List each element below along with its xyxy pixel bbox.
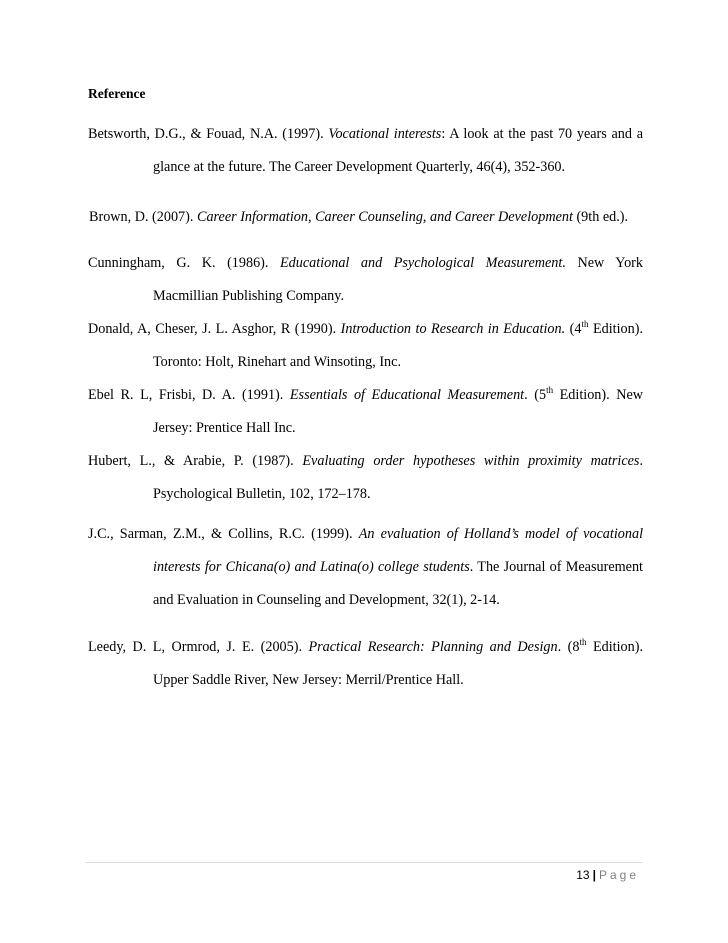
entry-text: Edition). [588, 321, 644, 337]
reference-entry-brown [89, 201, 644, 234]
superscript: th [581, 319, 589, 329]
entry-line: Macmillian Publishing Company. [153, 288, 344, 304]
entry-text: Edition). [586, 639, 643, 655]
entry-line [89, 201, 644, 234]
entry-authors: Hubert, L., & Arabie, P. (1987). [88, 453, 303, 469]
reference-entry-leedy [88, 631, 643, 697]
entry-authors: Cunningham, G. K. (1986). [88, 255, 280, 271]
reference-entry-jc-sarman [88, 518, 643, 617]
entry-authors: Donald, A, Cheser, J. L. Asghor, R (1990). [88, 321, 341, 337]
entry-text: . (8 [557, 639, 580, 655]
entry-text: (9th ed.). [572, 209, 629, 225]
entry-line [88, 379, 643, 412]
entry-text: . [639, 453, 643, 469]
entry-authors: Betsworth, D.G., & Fouad, N.A. (1997). [88, 126, 329, 142]
entry-text: New York [565, 255, 644, 271]
entry-title: Practical Research: Planning and Design [308, 639, 558, 655]
entry-title: Vocational interests [328, 126, 442, 142]
entry-line: and Evaluation in Counseling and Development, 32(1), 2-14. [153, 592, 500, 608]
entry-line [88, 247, 643, 280]
entry-text: Edition). New [553, 387, 643, 403]
entry-line [88, 518, 643, 551]
entry-authors: J.C., Sarman, Z.M., & Collins, R.C. (1999). [88, 526, 359, 542]
entry-title: Evaluating order hypotheses within proximity matrices [302, 453, 640, 469]
superscript: th [579, 637, 587, 647]
entry-line: glance at the future. The Career Development Quarterly, 46(4), 352-360. [153, 159, 566, 175]
entry-line [88, 631, 643, 664]
page-footer [576, 868, 639, 882]
entry-line: Toronto: Holt, Rinehart and Winsoting, Inc. [153, 354, 401, 370]
entry-text: . The Journal of Measurement [469, 559, 643, 575]
entry-authors: Leedy, D. L, Ormrod, J. E. (2005). [88, 639, 309, 655]
page-number: 13 [576, 868, 590, 882]
superscript: th [546, 385, 554, 395]
entry-text: (4 [565, 321, 582, 337]
footer-divider [86, 862, 642, 863]
entry-title: Introduction to Research in Education. [340, 321, 566, 337]
reference-entry-cunningham [88, 247, 643, 313]
page-label: Page [598, 868, 639, 882]
entry-title: An evaluation of Holland’s model of vocational [358, 526, 644, 542]
entry-line: Jersey: Prentice Hall Inc. [153, 420, 296, 436]
entry-authors: Ebel R. L, Frisbi, D. A. (1991). [88, 387, 290, 403]
entry-line [88, 551, 643, 584]
entry-title: Essentials of Educational Measurement [289, 387, 525, 403]
entry-line [88, 445, 643, 478]
reference-entry-ebel [88, 379, 643, 445]
entry-text: . (5 [524, 387, 547, 403]
entry-title: interests for Chicana(o) and Latina(o) college students [153, 559, 470, 575]
reference-heading: Reference [88, 86, 146, 101]
entry-line: Upper Saddle River, New Jersey: Merril/Prentice Hall. [153, 672, 464, 688]
entry-line: Psychological Bulletin, 102, 172–178. [153, 486, 371, 502]
reference-entry-hubert [88, 445, 643, 511]
entry-authors: Brown, D. (2007). [89, 209, 197, 225]
footer-separator: | [592, 868, 596, 882]
entry-line [88, 118, 643, 151]
reference-entry-donald [88, 313, 643, 379]
entry-title: Career Information, Career Counseling, and Career Development [196, 209, 573, 225]
entry-line [88, 313, 643, 346]
reference-entry-betsworth [88, 118, 643, 184]
entry-title: Educational and Psychological Measurement. [280, 255, 566, 271]
entry-text: : A look at the past 70 years and a [441, 126, 644, 142]
